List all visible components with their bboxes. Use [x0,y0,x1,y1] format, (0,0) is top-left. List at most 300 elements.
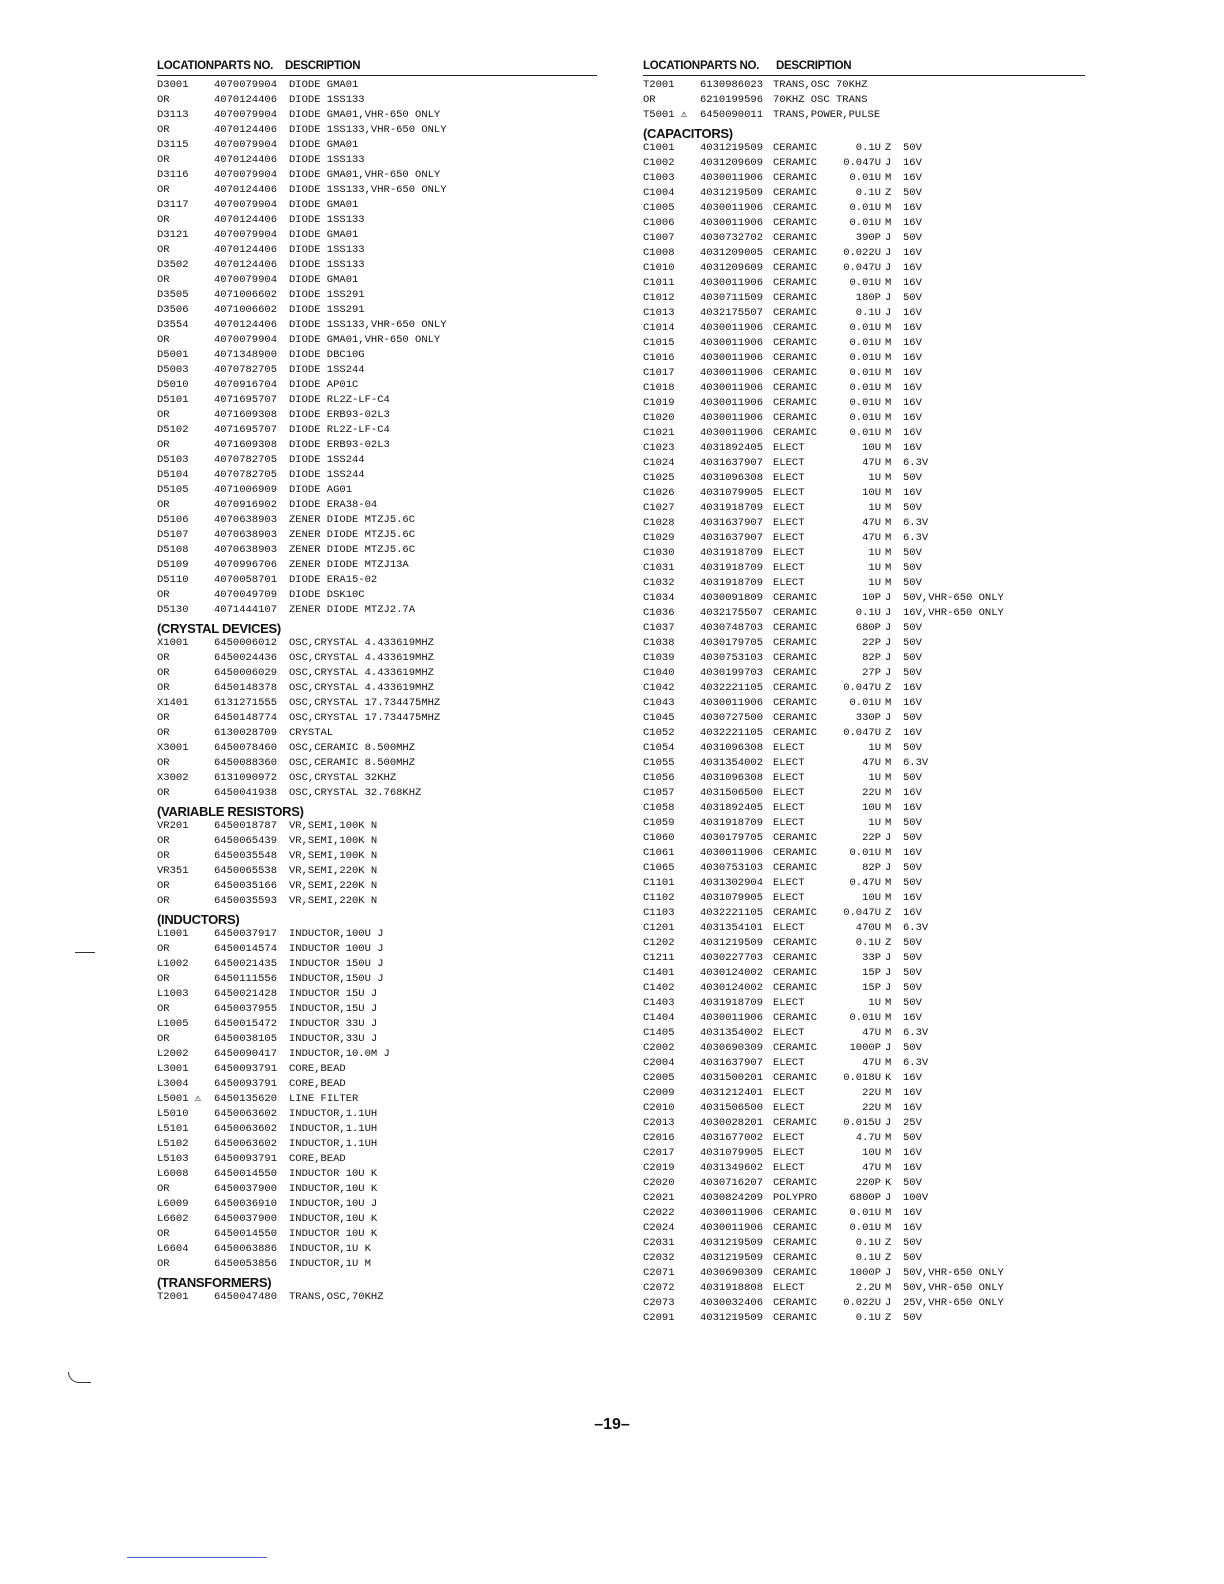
location: C1006 [643,217,675,229]
value: 1U [868,472,881,484]
location: C1008 [643,247,675,259]
description: INDUCTOR 10U K [289,1228,378,1240]
description: OSC,CRYSTAL 4.433619MHZ [289,667,434,679]
location: D3506 [157,304,189,316]
description: CERAMIC [773,967,818,979]
value: 0.047U [843,682,881,694]
value: 1U [868,562,881,574]
rating: 50V [903,997,922,1009]
value: 1000P [849,1267,881,1279]
description: ELECT [773,892,805,904]
description: ELECT [773,577,805,589]
part-number: 4030011906 [700,322,764,334]
description: CERAMIC [773,427,818,439]
part-row [643,876,1085,891]
part-row [157,1167,597,1182]
description: INDUCTOR,15U J [289,1003,378,1015]
description: OSC,CRYSTAL 17.734475MHZ [289,697,441,709]
description: CERAMIC [773,1207,818,1219]
tolerance: M [885,172,892,184]
section-title: (TRANSFORMERS) [157,1275,272,1290]
part-number: 4031918709 [700,547,764,559]
part-number: 4031354101 [700,922,764,934]
part-row [643,891,1085,906]
left-rows [157,78,597,1305]
part-row [157,468,597,483]
rating: 16V [903,1087,922,1099]
tolerance: J [885,247,892,259]
part-row [643,366,1085,381]
rating: 16V [903,1222,922,1234]
location: C1024 [643,457,675,469]
part-row [157,756,597,771]
location: C1002 [643,157,675,169]
part-row [157,228,597,243]
part-number: 4032221105 [700,727,764,739]
value: 0.01U [849,427,881,439]
location: C1028 [643,517,675,529]
rating: 50V [903,622,922,634]
value: 0.1U [855,1252,881,1264]
location: OR [157,787,170,799]
description: CERAMIC [773,232,818,244]
part-row [643,1146,1085,1161]
rating: 50V [903,877,922,889]
location: D3001 [157,79,189,91]
part-number: 6450035166 [214,880,278,892]
location: OR [157,154,170,166]
part-row [643,156,1085,171]
tolerance: M [885,1102,892,1114]
description: CERAMIC [773,622,818,634]
part-row [157,1092,597,1107]
rating: 50V [903,652,922,664]
value: 1U [868,577,881,589]
location: OR [157,682,170,694]
part-number: 4031637907 [700,457,764,469]
location: C2005 [643,1072,675,1084]
rating: 16V [903,442,922,454]
part-number: 4030011906 [700,217,764,229]
part-row [157,528,597,543]
part-number: 4031079905 [700,892,764,904]
part-row [643,546,1085,561]
value: 680P [855,622,881,634]
part-number: 4031219509 [700,1312,764,1324]
rating: 6.3V [903,457,929,469]
value: 10U [862,1147,881,1159]
value: 82P [862,652,881,664]
part-row [157,1002,597,1017]
location: X3001 [157,742,189,754]
part-number: 6450041938 [214,787,278,799]
right-parts-column [643,60,1085,1326]
value: 10U [862,487,881,499]
part-number: 4030711509 [700,292,764,304]
location: C2073 [643,1297,675,1309]
part-row [157,681,597,696]
part-number: 4030011906 [700,352,764,364]
value: 0.01U [849,397,881,409]
part-number: 4030011906 [700,847,764,859]
description: ELECT [773,472,805,484]
tolerance: J [885,652,892,664]
part-number: 4030227703 [700,952,764,964]
part-row [157,213,597,228]
tolerance: J [885,622,892,634]
value: 0.1U [855,307,881,319]
part-row [643,576,1085,591]
tolerance: M [885,337,892,349]
part-number: 4030011906 [700,1222,764,1234]
part-row [643,651,1085,666]
part-number: 4070079904 [214,169,278,181]
part-number: 4031219509 [700,142,764,154]
part-row [157,558,597,573]
rating: 16V [903,397,922,409]
location: C2071 [643,1267,675,1279]
part-number: 6450035593 [214,895,278,907]
rating: 25V,VHR-650 ONLY [903,1297,1004,1309]
part-row [643,1206,1085,1221]
tolerance: Z [885,1237,892,1249]
part-number: 6450065538 [214,865,278,877]
rating: 50V [903,742,922,754]
location: D5101 [157,394,189,406]
part-number: 6450148378 [214,682,278,694]
part-number: 4071609308 [214,439,278,451]
description: CERAMIC [773,607,818,619]
part-number: 4031209609 [700,262,764,274]
value: 10U [862,802,881,814]
part-row [157,108,597,123]
part-row [157,1152,597,1167]
part-number: 4071695707 [214,424,278,436]
part-number: 4071609308 [214,409,278,421]
description: CERAMIC [773,1312,818,1324]
rating: 6.3V [903,532,929,544]
part-number: 4031096308 [700,772,764,784]
margin-mark [68,1372,91,1383]
tolerance: Z [885,187,892,199]
rating: 16V,VHR-650 ONLY [903,607,1004,619]
part-row [157,363,597,378]
location: C1036 [643,607,675,619]
part-number: 6450014574 [214,943,278,955]
description: ELECT [773,1282,805,1294]
part-number: 4031209005 [700,247,764,259]
value: 1U [868,502,881,514]
location: X3002 [157,772,189,784]
location: C1012 [643,292,675,304]
location: VR201 [157,820,189,832]
location: OR [157,1183,170,1195]
part-row [643,621,1085,636]
part-row [157,243,597,258]
part-number: 4070079904 [214,334,278,346]
location: D5102 [157,424,189,436]
part-row [157,1242,597,1257]
location: C1037 [643,622,675,634]
description: CERAMIC [773,307,818,319]
location: C2019 [643,1162,675,1174]
description: CERAMIC [773,172,818,184]
tolerance: J [885,1042,892,1054]
header-description: DESCRIPTION [776,60,852,72]
part-number: 4031219509 [700,937,764,949]
tolerance: M [885,772,892,784]
tolerance: J [885,667,892,679]
description: CERAMIC [773,1117,818,1129]
part-number: 4031349602 [700,1162,764,1174]
value: 0.01U [849,367,881,379]
location: C2021 [643,1192,675,1204]
part-number: 4070124406 [214,154,278,166]
location: C1103 [643,907,675,919]
rating: 50V [903,562,922,574]
location: OR [157,973,170,985]
location: D3502 [157,259,189,271]
location: C1021 [643,427,675,439]
location: C2016 [643,1132,675,1144]
part-row [157,393,597,408]
tolerance: M [885,382,892,394]
part-number: 6450037900 [214,1183,278,1195]
location: D3117 [157,199,189,211]
tolerance: M [885,442,892,454]
part-row [157,741,597,756]
rating: 16V [903,382,922,394]
rating: 50V [903,502,922,514]
part-number: 4031918709 [700,577,764,589]
rating: 50V [903,712,922,724]
value: 0.01U [849,277,881,289]
rating: 16V [903,1072,922,1084]
location: OR [157,439,170,451]
tolerance: M [885,352,892,364]
location: C1039 [643,652,675,664]
part-number: 4030732702 [700,232,764,244]
rating: 50V [903,982,922,994]
tolerance: J [885,157,892,169]
location: OR [157,667,170,679]
part-number: 4070058701 [214,574,278,586]
part-row [643,681,1085,696]
part-row [643,1086,1085,1101]
part-row [157,483,597,498]
part-number: 6450111556 [214,973,278,985]
location: C1001 [643,142,675,154]
part-number: 4031918709 [700,502,764,514]
description: ELECT [773,772,805,784]
tolerance: J [885,607,892,619]
rating: 50V,VHR-650 ONLY [903,1267,1004,1279]
location: D5108 [157,544,189,556]
location: D3121 [157,229,189,241]
part-row [643,531,1085,546]
location: L6602 [157,1213,189,1225]
location: C1403 [643,997,675,1009]
value: 0.01U [849,352,881,364]
part-row [157,1017,597,1032]
part-row [157,198,597,213]
part-row [157,318,597,333]
description: ELECT [773,1147,805,1159]
description: INDUCTOR,1.1UH [289,1108,378,1120]
location: D5003 [157,364,189,376]
description: ELECT [773,547,805,559]
description: CERAMIC [773,187,818,199]
location: D5110 [157,574,189,586]
tolerance: M [885,1162,892,1174]
description: DIODE ERB93-02L3 [289,439,390,451]
part-number: 4070782705 [214,469,278,481]
rating: 50V [903,952,922,964]
description: ELECT [773,997,805,1009]
tolerance: M [885,802,892,814]
tolerance: J [885,292,892,304]
part-row [157,636,597,651]
location: C1054 [643,742,675,754]
location: C2009 [643,1087,675,1099]
part-row [643,1116,1085,1131]
tolerance: M [885,1222,892,1234]
location: C1211 [643,952,675,964]
part-number: 6450063602 [214,1138,278,1150]
location: C1057 [643,787,675,799]
part-row [643,1221,1085,1236]
value: 22P [862,637,881,649]
part-row [643,441,1085,456]
description: INDUCTOR 150U J [289,958,384,970]
location: L5101 [157,1123,189,1135]
location: C1060 [643,832,675,844]
value: 0.022U [843,247,881,259]
part-row [157,168,597,183]
location: C1030 [643,547,675,559]
tolerance: J [885,1117,892,1129]
part-row [157,603,597,618]
description: ZENER DIODE MTZJ13A [289,559,409,571]
part-number: 6450037917 [214,928,278,940]
part-number: 4070124406 [214,244,278,256]
location: D5010 [157,379,189,391]
rating: 25V [903,1117,922,1129]
part-number: 4030753103 [700,652,764,664]
left-parts-column [157,60,597,1305]
part-row [643,471,1085,486]
tolerance: J [885,832,892,844]
description: CERAMIC [773,412,818,424]
part-row [157,987,597,1002]
value: 0.01U [849,202,881,214]
part-number: 4030011906 [700,1207,764,1219]
tolerance: M [885,532,892,544]
tolerance: M [885,397,892,409]
part-row [157,123,597,138]
description: ELECT [773,802,805,814]
location: C1020 [643,412,675,424]
part-row [643,801,1085,816]
rating: 50V,VHR-650 ONLY [903,592,1004,604]
description: ELECT [773,1162,805,1174]
section-title: (VARIABLE RESISTORS) [157,804,304,819]
tolerance: M [885,217,892,229]
description: CERAMIC [773,157,818,169]
part-row [643,936,1085,951]
location: X1001 [157,637,189,649]
part-row [157,153,597,168]
part-row [157,957,597,972]
tolerance: J [885,637,892,649]
part-number: 4070079904 [214,274,278,286]
value: 1000P [849,1042,881,1054]
part-number: 4031918709 [700,817,764,829]
part-number: 4030824209 [700,1192,764,1204]
part-number: 4070079904 [214,199,278,211]
location: C1019 [643,397,675,409]
tolerance: M [885,1012,892,1024]
part-row [643,921,1085,936]
part-number: 6450088360 [214,757,278,769]
location: OR [157,850,170,862]
part-row [643,351,1085,366]
location: D5130 [157,604,189,616]
description: DIODE 1SS291 [289,289,365,301]
description: ZENER DIODE MTZJ5.6C [289,544,416,556]
description: DIODE GMA01 [289,139,359,151]
rating: 50V [903,577,922,589]
description: 70KHZ OSC TRANS [773,94,868,106]
tolerance: Z [885,1312,892,1324]
part-number: 6450063886 [214,1243,278,1255]
part-number: 4071695707 [214,394,278,406]
value: 0.018U [843,1072,881,1084]
part-number: 4030199703 [700,667,764,679]
part-row [157,1077,597,1092]
description: DIODE ERA15-02 [289,574,378,586]
description: DIODE GMA01 [289,199,359,211]
part-number: 4070638903 [214,544,278,556]
description: DIODE AG01 [289,484,353,496]
location: OR [157,94,170,106]
part-row [157,927,597,942]
header-location: LOCATION [157,60,214,72]
part-row [643,291,1085,306]
part-row [643,1041,1085,1056]
part-row [643,1101,1085,1116]
description: TRANS,POWER,PULSE [773,109,881,121]
part-number: 6450014550 [214,1228,278,1240]
part-number: 6450063602 [214,1108,278,1120]
part-row [643,231,1085,246]
location: L6009 [157,1198,189,1210]
part-row [643,711,1085,726]
location: OR [157,1228,170,1240]
part-row [157,726,597,741]
rating: 50V [903,1252,922,1264]
part-row [157,1122,597,1137]
part-number: 4031677002 [700,1132,764,1144]
part-row [643,108,1085,123]
rating: 50V [903,832,922,844]
part-number: 6450093791 [214,1153,278,1165]
description: VR,SEMI,100K N [289,850,378,862]
part-row [643,636,1085,651]
part-number: 4030011906 [700,172,764,184]
description: TRANS,OSC 70KHZ [773,79,868,91]
part-row [643,501,1085,516]
